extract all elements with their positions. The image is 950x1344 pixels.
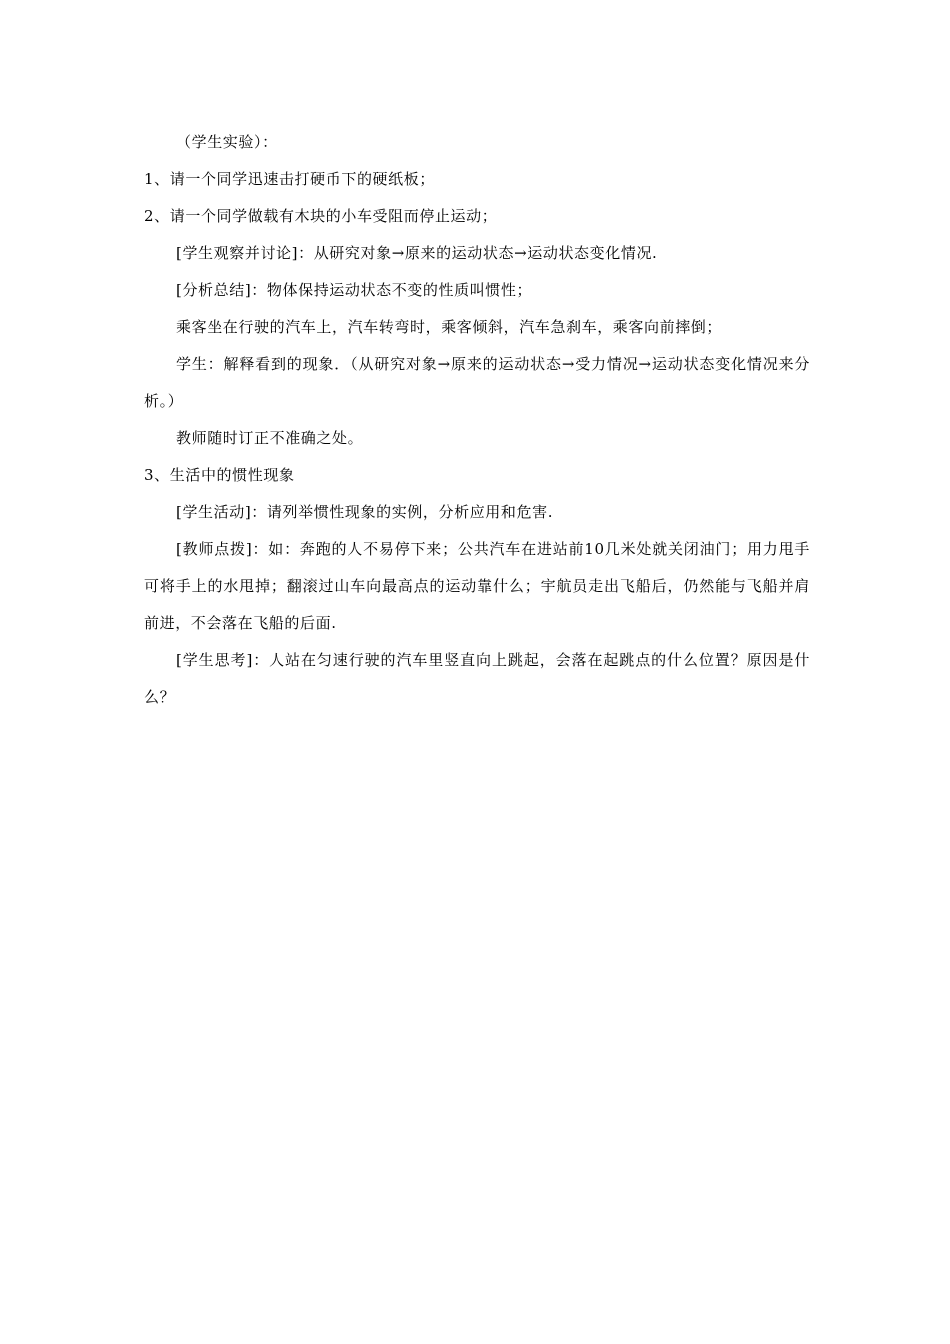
paragraph-student-think: [学生思考]：人站在匀速行驶的汽车里竖直向上跳起，会落在起跳点的什么位置？原因是什么？ (144, 651, 810, 706)
paragraph-student-activity: [学生活动]：请列举惯性现象的实例，分析应用和危害. (176, 503, 554, 521)
paragraph-teacher-correct: 教师随时订正不准确之处。 (176, 429, 364, 447)
paragraph-analysis-summary: [分析总结]：物体保持运动状态不变的性质叫惯性； (176, 281, 533, 299)
paragraph-item-1: 1、请一个同学迅速击打硬币下的硬纸板； (144, 170, 435, 188)
paragraph-passenger-example: 乘客坐在行驶的汽车上，汽车转弯时，乘客倾斜，汽车急刹车，乘客向前摔倒； (176, 318, 723, 336)
paragraph-observe-discuss: [学生观察并讨论]：从研究对象→原来的运动状态→运动状态变化情况. (176, 244, 658, 262)
paragraph-item-2: 2、请一个同学做载有木块的小车受阻而停止运动； (144, 207, 498, 225)
paragraph-item-3: 3、生活中的惯性现象 (144, 466, 295, 484)
document-body (144, 124, 810, 716)
paragraph-student-explain: 学生：解释看到的现象．（从研究对象→原来的运动状态→受力情况→运动状态变化情况来分析。） (144, 355, 810, 410)
paragraph-student-experiment-heading: （学生实验）： (176, 133, 278, 151)
paragraph-teacher-guidance: [教师点拨]：如：奔跑的人不易停下来；公共汽车在进站前10几米处就关闭油门；用力甩手可将手上的水甩掉；翻滚过山车向最高点的运动靠什么；宇航员走出飞船后，仍然能与飞船并肩前进，不会落在飞船的后面. (144, 540, 810, 632)
